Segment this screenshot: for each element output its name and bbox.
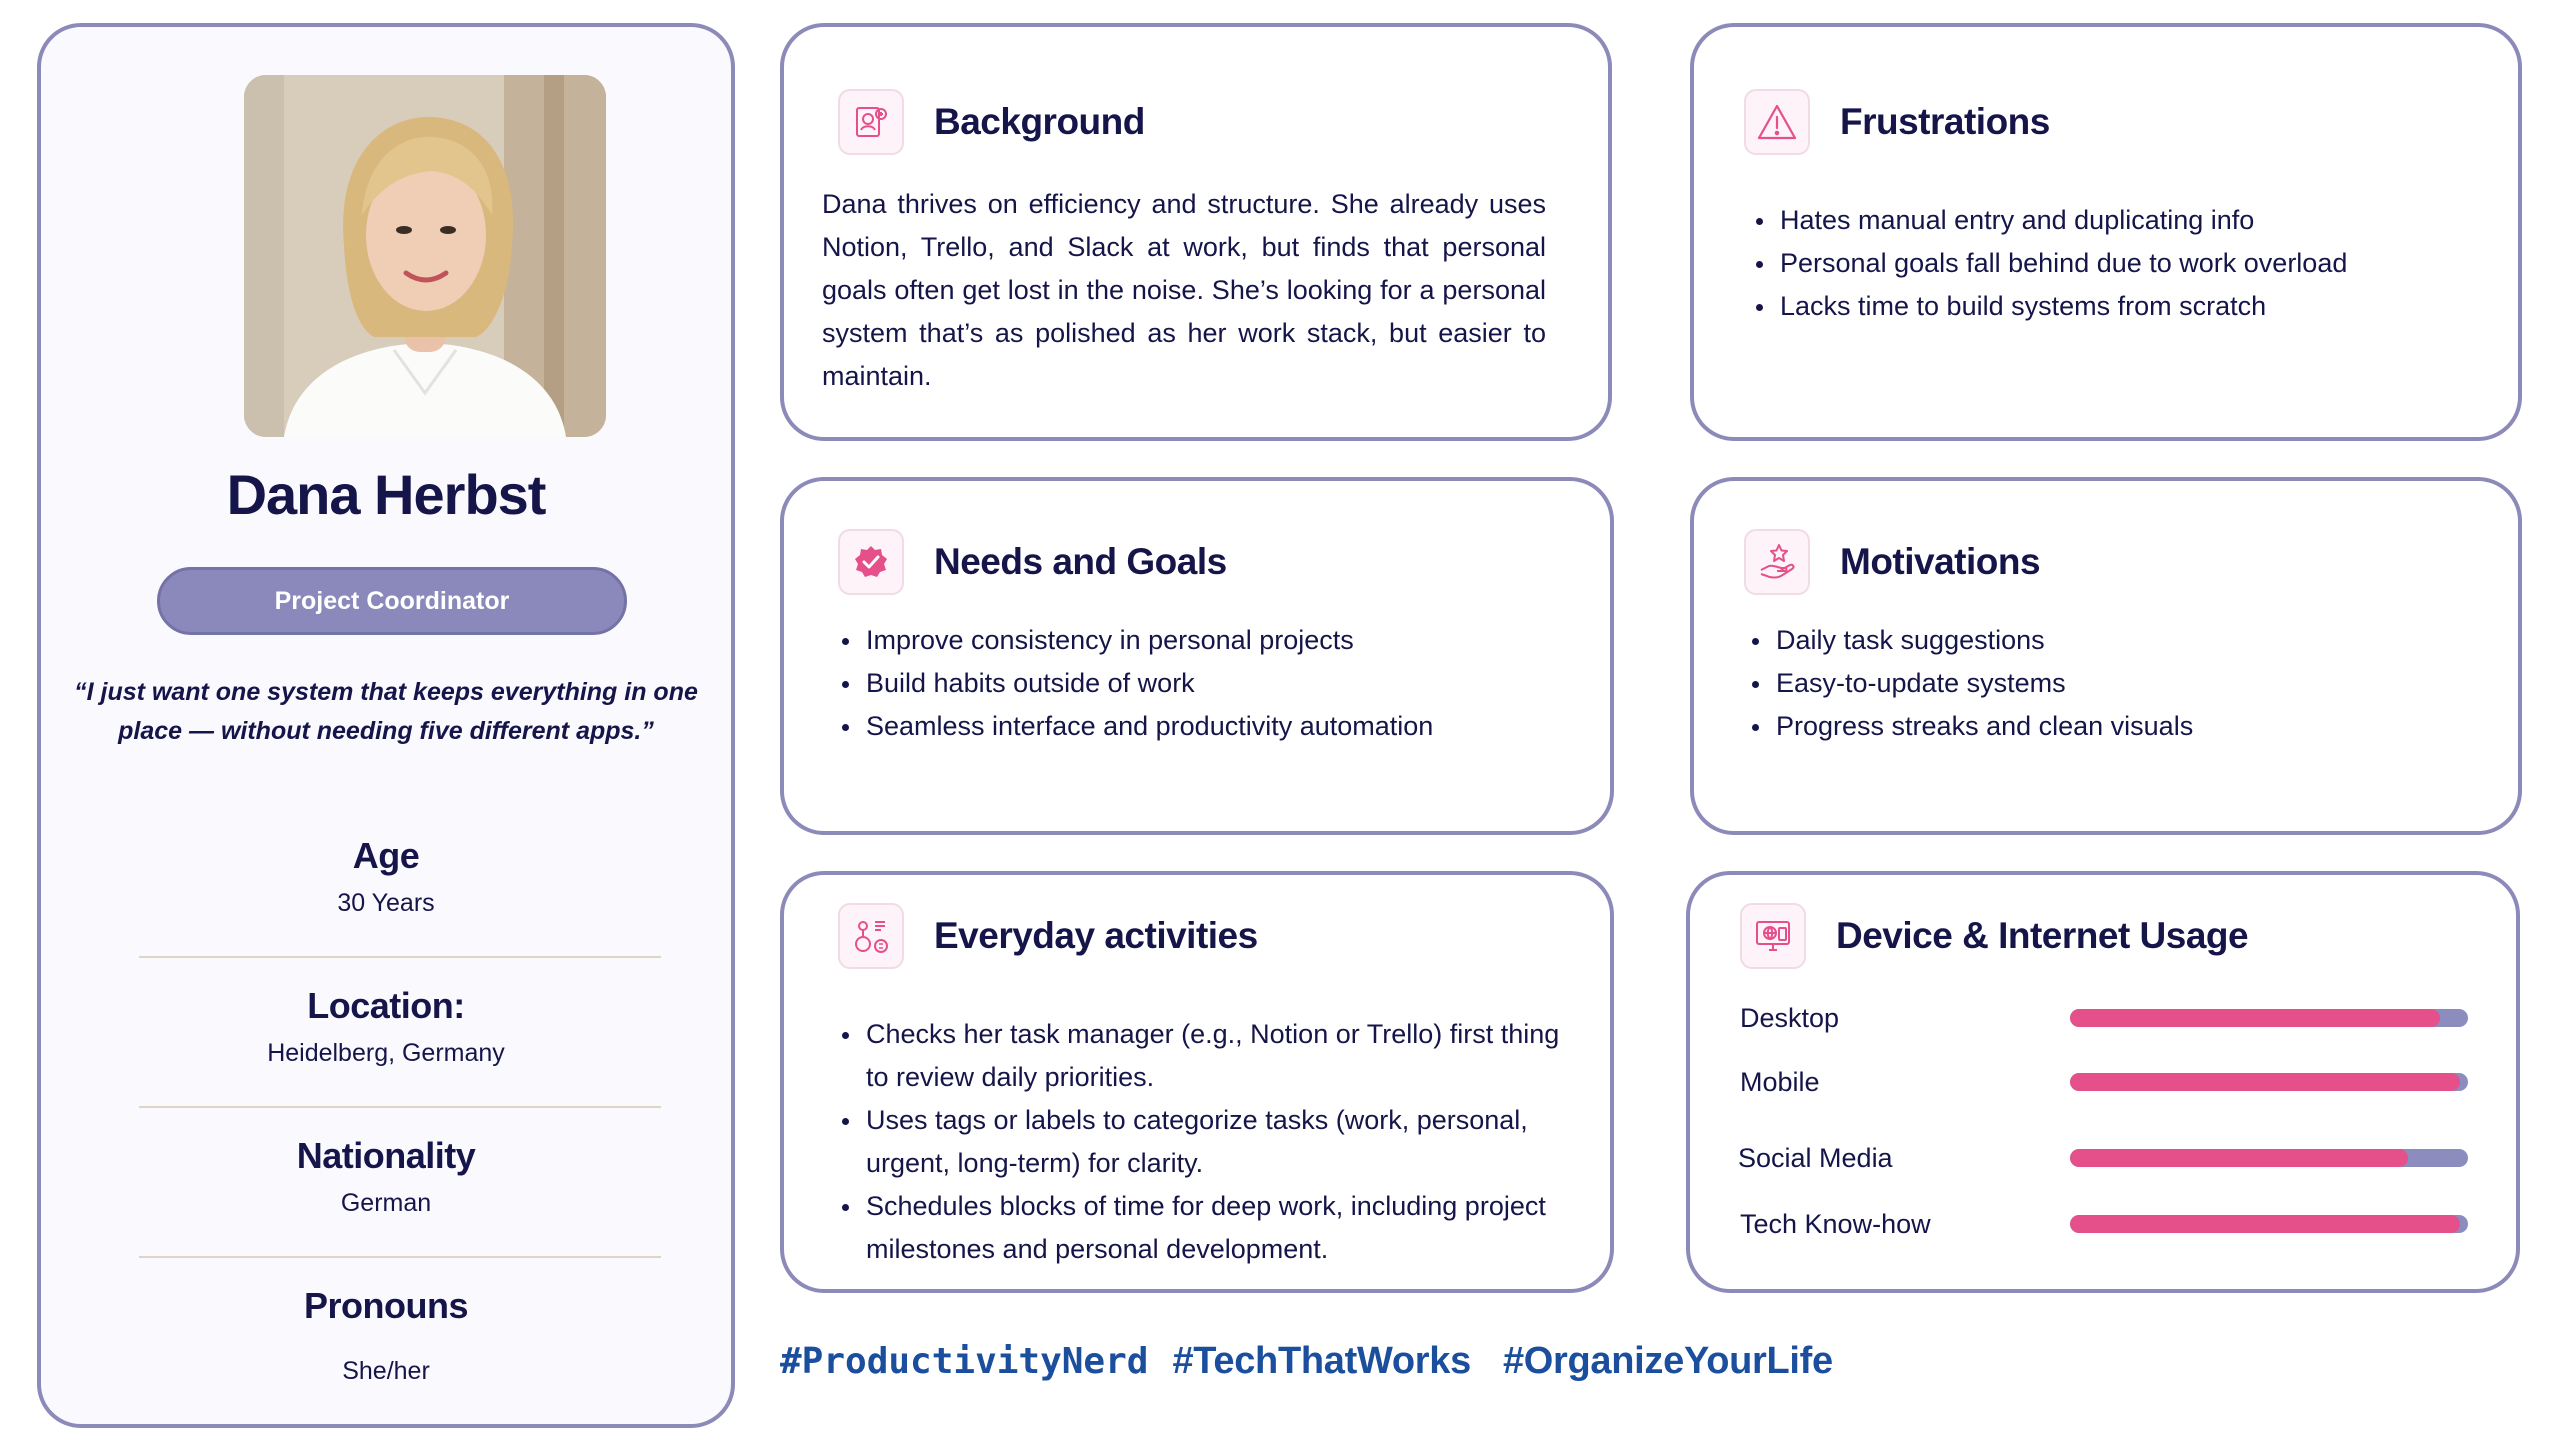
usage-bar-fill	[2070, 1215, 2460, 1233]
profile-card	[37, 23, 735, 1428]
frustrations-list	[1780, 199, 2488, 328]
needs-goals-card	[780, 477, 1614, 835]
hashtag: #TechThatWorks	[1172, 1340, 1471, 1382]
usage-bar-track	[2070, 1215, 2468, 1233]
motivations-list	[1776, 619, 2488, 748]
profile-document-icon	[838, 89, 904, 155]
role-badge	[157, 567, 627, 635]
everyday-activities-card	[780, 871, 1614, 1293]
field-pronouns	[41, 1285, 731, 1386]
usage-bar-fill	[2070, 1073, 2460, 1091]
card-title: Needs and Goals	[934, 541, 1227, 582]
verified-badge-icon	[838, 529, 904, 595]
frustrations-card	[1690, 23, 2522, 441]
list-item: Seamless interface and productivity automation	[866, 705, 1580, 748]
hashtags	[780, 1340, 1833, 1383]
list-item: Uses tags or labels to categorize tasks (work, personal, urgent, long-term) for clarity.	[866, 1099, 1584, 1185]
background-text: Dana thrives on efficiency and structure. She already uses Notion, Trello, and Slack at work, but finds that personal goals often get lost in the noise. She’s looking for a personal system that’s as polished as her work stack, but easier to maintain.	[822, 189, 1546, 391]
usage-row-desktop	[1740, 998, 2466, 1038]
background-card	[780, 23, 1612, 441]
divider	[139, 1106, 661, 1108]
list-item: Improve consistency in personal projects	[866, 619, 1580, 662]
divider	[139, 1256, 661, 1258]
usage-bar-fill	[2070, 1009, 2440, 1027]
field-age	[41, 835, 731, 918]
profile-photo	[244, 75, 606, 437]
warning-icon	[1744, 89, 1810, 155]
card-header	[1744, 529, 2040, 595]
usage-label: Desktop	[1740, 1003, 1840, 1033]
usage-bar-track	[2070, 1009, 2468, 1027]
list-item: Easy-to-update systems	[1776, 662, 2488, 705]
card-header	[838, 529, 1227, 595]
motivations-card	[1690, 477, 2522, 835]
list-item: Checks her task manager (e.g., Notion or Trello) first thing to review daily priorities.	[866, 1013, 1584, 1099]
field-location	[41, 985, 731, 1068]
needs-goals-list	[866, 619, 1580, 748]
field-nationality	[41, 1135, 731, 1218]
card-title: Everyday activities	[934, 915, 1258, 956]
field-label: Location:	[307, 985, 465, 1026]
card-title: Background	[934, 101, 1145, 142]
persona-quote: “I just want one system that keeps everything in one place — without needing five different apps.”	[74, 678, 698, 745]
card-header	[838, 903, 1258, 969]
role-label: Project Coordinator	[274, 586, 510, 615]
list-item: Personal goals fall behind due to work overload	[1780, 242, 2488, 285]
usage-bar-track	[2070, 1149, 2468, 1167]
hashtag: #ProductivityNerd	[780, 1341, 1149, 1382]
field-value: 30 Years	[337, 889, 435, 917]
activities-icon	[838, 903, 904, 969]
field-value: German	[340, 1189, 432, 1217]
list-item: Lacks time to build systems from scratch	[1780, 285, 2488, 328]
card-title: Device & Internet Usage	[1836, 915, 2249, 956]
list-item: Schedules blocks of time for deep work, including project milestones and personal development.	[866, 1185, 1584, 1271]
card-title: Motivations	[1840, 541, 2041, 582]
usage-label: Tech Know-how	[1740, 1209, 1931, 1239]
field-value: Heidelberg, Germany	[267, 1039, 505, 1067]
activities-list	[866, 1013, 1584, 1271]
usage-row-mobile	[1740, 1062, 2466, 1102]
profile-photo-image	[244, 75, 606, 437]
usage-row-tech-know-how	[1740, 1204, 2466, 1244]
computer-globe-icon	[1740, 903, 1806, 969]
list-item: Progress streaks and clean visuals	[1776, 705, 2488, 748]
field-label: Pronouns	[304, 1285, 468, 1326]
list-item: Build habits outside of work	[866, 662, 1580, 705]
card-header	[1740, 903, 2248, 969]
list-item: Hates manual entry and duplicating info	[1780, 199, 2488, 242]
usage-label: Social Media	[1738, 1143, 1893, 1173]
usage-bar-fill	[2070, 1149, 2408, 1167]
hashtag: #OrganizeYourLife	[1502, 1340, 1833, 1382]
card-header	[1744, 89, 2050, 155]
persona-name: Dana Herbst	[226, 463, 546, 526]
usage-bar-track	[2070, 1073, 2468, 1091]
divider	[139, 956, 661, 958]
usage-label: Mobile	[1740, 1067, 1820, 1097]
field-label: Nationality	[296, 1135, 476, 1176]
hand-star-icon	[1744, 529, 1810, 595]
usage-row-social-media	[1740, 1138, 2466, 1178]
list-item: Daily task suggestions	[1776, 619, 2488, 662]
device-usage-card	[1686, 871, 2520, 1293]
card-header	[838, 89, 1145, 155]
field-value: She/her	[342, 1357, 430, 1385]
field-label: Age	[352, 835, 420, 876]
card-title: Frustrations	[1840, 101, 2050, 142]
